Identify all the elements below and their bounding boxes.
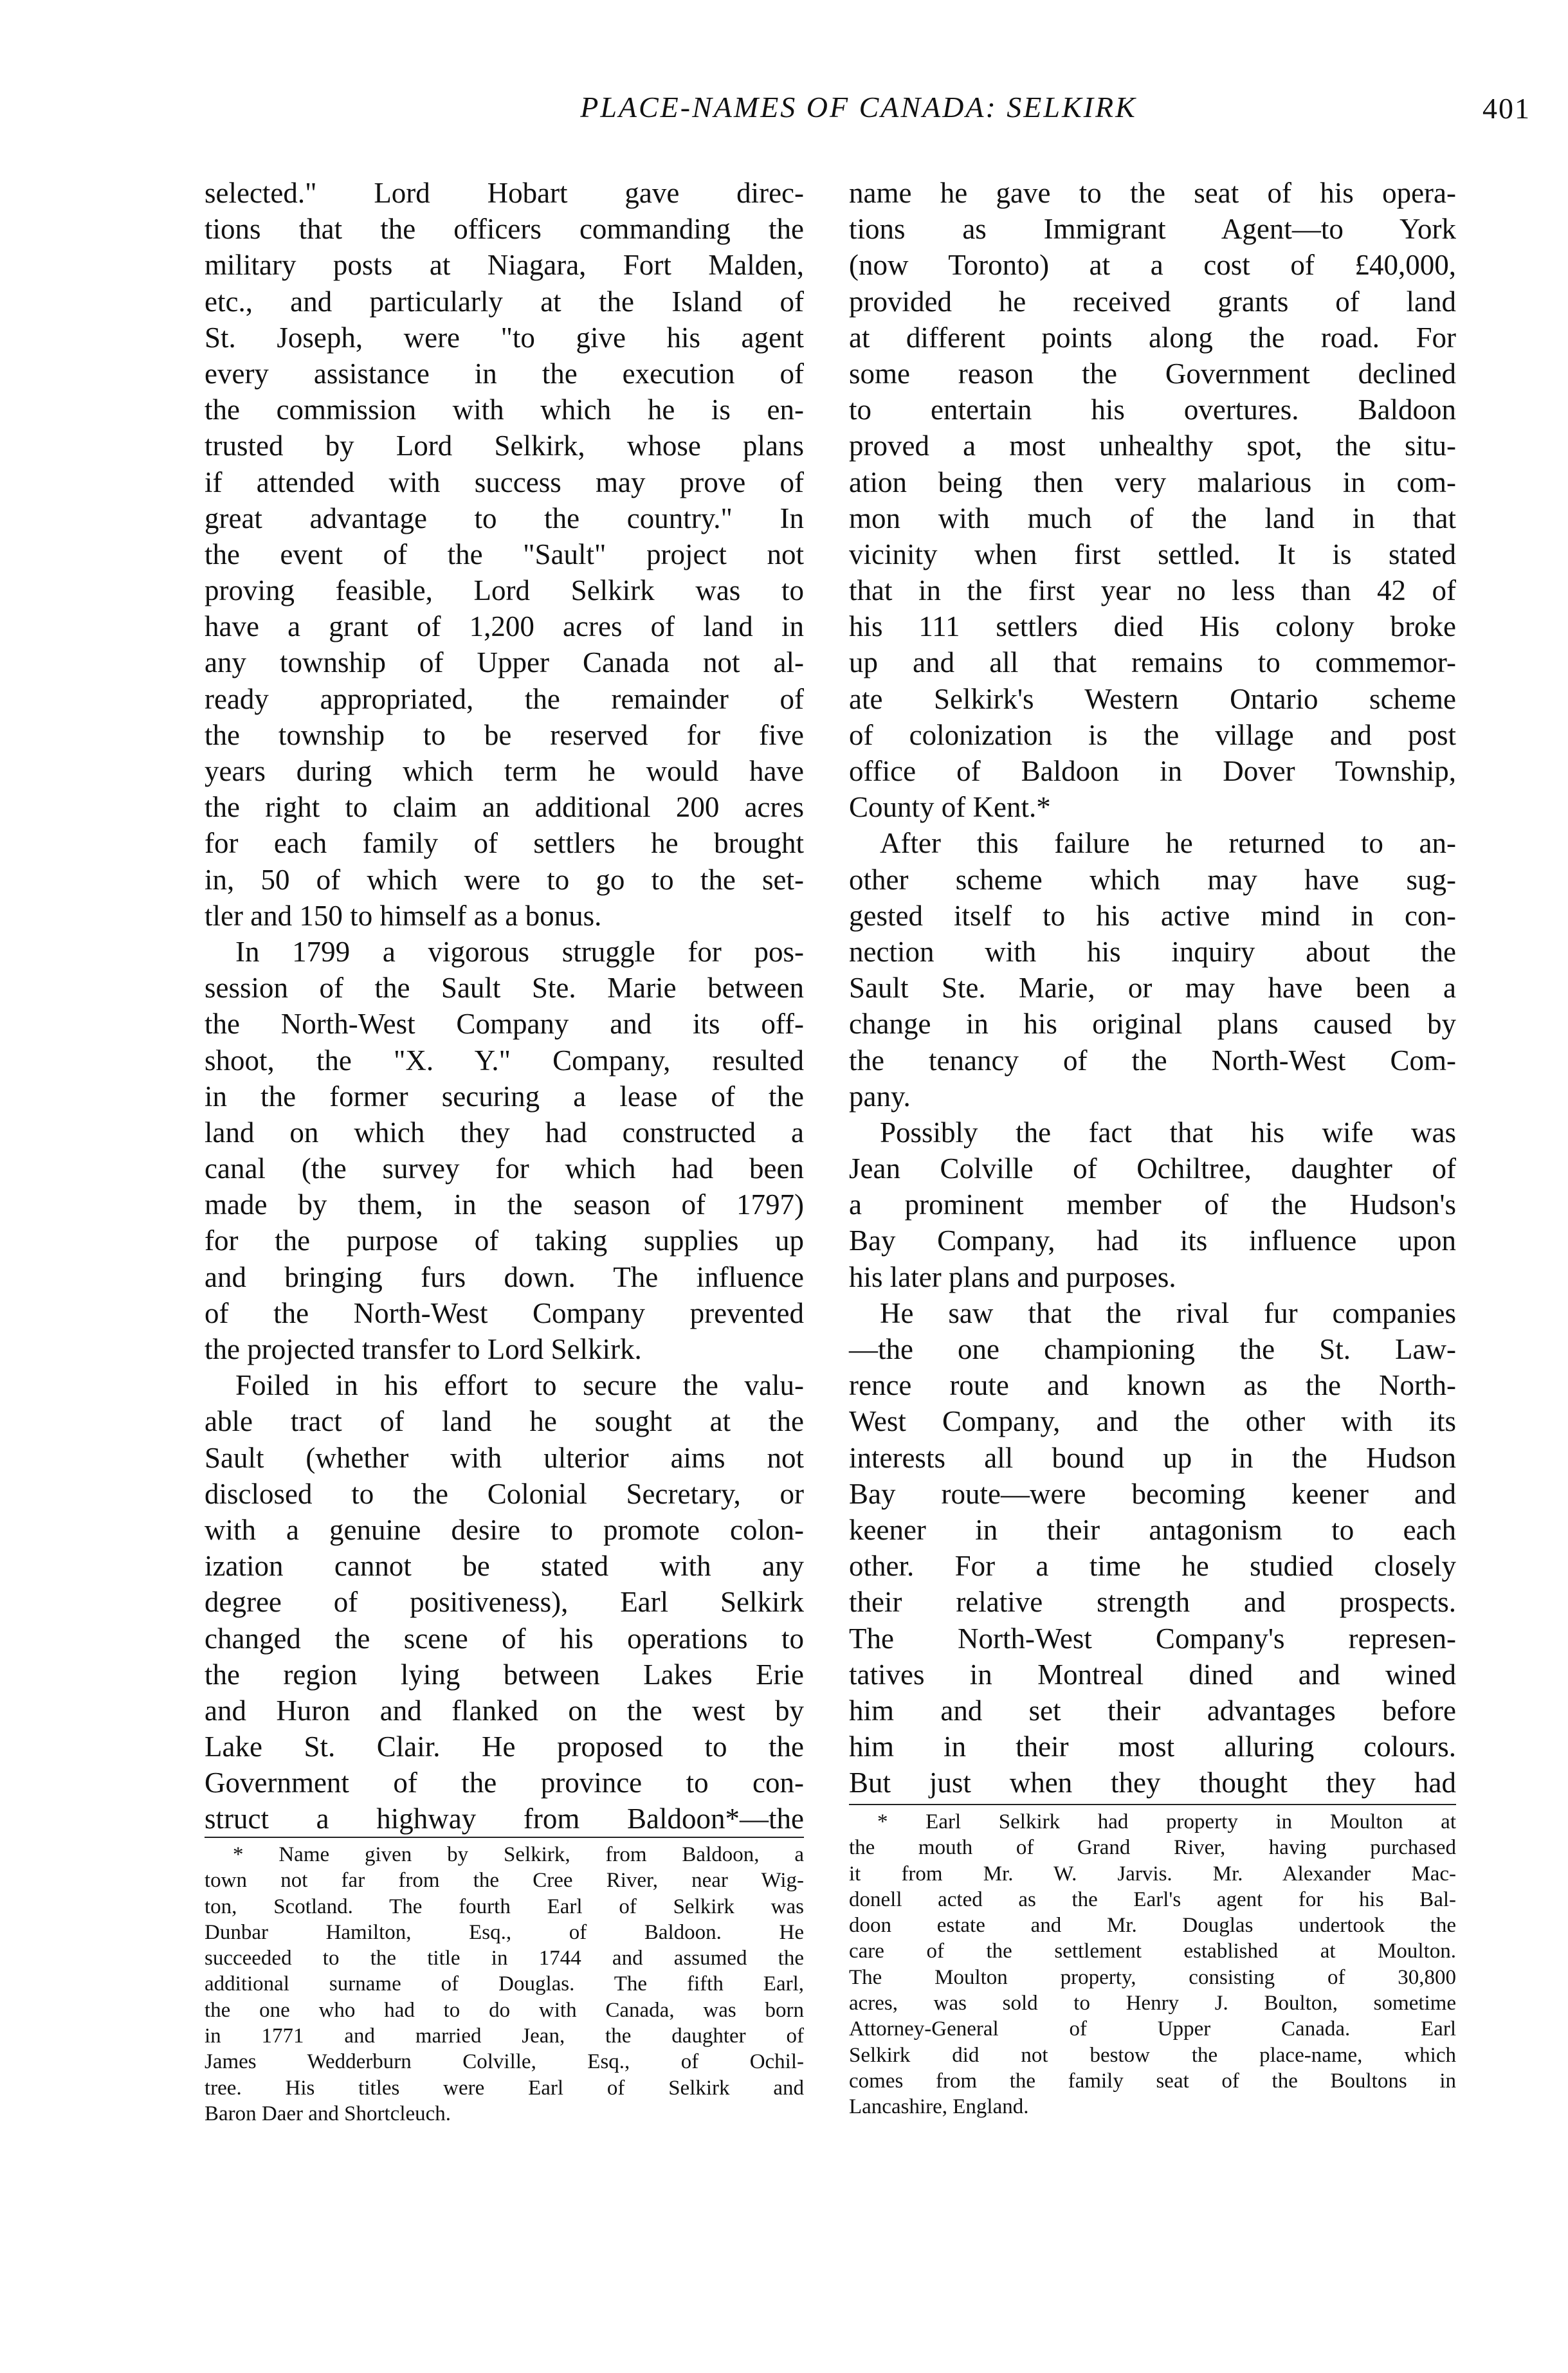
text-line: Jean Colville of Ochiltree, daughter of: [849, 1152, 1456, 1185]
text-line: etc., and particularly at the Island of: [205, 285, 804, 318]
text-line: shoot, the "X. Y." Company, resulted: [205, 1044, 804, 1077]
footnote-line: the mouth of Grand River, having purchased: [849, 1836, 1456, 1860]
text-line: provided he received grants of land: [849, 285, 1456, 318]
text-line: proved a most unhealthy spot, the situ-: [849, 430, 1456, 462]
text-line: ready appropriated, the remainder of: [205, 682, 804, 715]
text-line: He saw that the rival fur companies: [880, 1296, 1456, 1329]
text-line: struct a highway from Baldoon*—the: [205, 1803, 804, 1835]
text-line: tions that the officers commanding the: [205, 213, 804, 246]
text-line: able tract of land he sought at the: [205, 1405, 804, 1438]
text-line: if attended with success may prove of: [205, 466, 804, 498]
text-line: tions as Immigrant Agent—to York: [849, 213, 1456, 246]
text-line: some reason the Government declined: [849, 357, 1456, 390]
text-line: trusted by Lord Selkirk, whose plans: [205, 430, 804, 462]
text-line: for the purpose of taking supplies up: [205, 1224, 804, 1257]
footnote-divider: [205, 1837, 804, 1838]
footnote-line: additional surname of Douglas. The fifth Earl,: [205, 1972, 804, 1996]
text-line: change in his original plans caused by: [849, 1008, 1456, 1041]
text-line: tler and 150 to himself as a bonus.: [205, 899, 602, 932]
text-line: great advantage to the country." In: [205, 502, 804, 534]
text-line: Foiled in his effort to secure the valu-: [235, 1369, 804, 1402]
text-line: military posts at Niagara, Fort Malden,: [205, 249, 804, 282]
paragraph: [205, 175, 804, 934]
text-line: and bringing furs down. The influence: [205, 1260, 804, 1293]
footnote-line: * Name given by Selkirk, from Baldoon, a: [233, 1843, 804, 1866]
footnote-line: donell acted as the Earl's agent for his Bal-: [849, 1887, 1456, 1911]
footnote-line: doon estate and Mr. Douglas undertook the: [849, 1914, 1456, 1938]
text-line: the right to claim an additional 200 acres: [205, 791, 804, 824]
text-line: every assistance in the execution of: [205, 357, 804, 390]
text-line: to entertain his overtures. Baldoon: [849, 394, 1456, 426]
text-line: years during which term he would have: [205, 755, 804, 787]
text-line: interests all bound up in the Hudson: [849, 1441, 1456, 1474]
text-line: nection with his inquiry about the: [849, 935, 1456, 968]
footnote-line: acres, was sold to Henry J. Boulton, sometime: [849, 1992, 1456, 2015]
running-head: PLACE-NAMES OF CANADA: SELKIRK: [580, 91, 1137, 123]
paragraph: [849, 1295, 1456, 1801]
right-column: [849, 175, 1456, 1801]
text-line: the township to be reserved for five: [205, 718, 804, 751]
text-line: disclosed to the Colonial Secretary, or: [205, 1477, 804, 1510]
text-line: other scheme which may have sug-: [849, 863, 1456, 896]
text-line: the region lying between Lakes Erie: [205, 1658, 804, 1691]
text-line: land on which they had constructed a: [205, 1116, 804, 1149]
text-line: their relative strength and prospects.: [849, 1586, 1456, 1619]
text-line: changed the scene of his operations to: [205, 1622, 804, 1655]
paragraph: [849, 175, 1456, 825]
footnote-line: Selkirk did not bestow the place-name, which: [849, 2043, 1456, 2067]
text-line: Lake St. Clair. He proposed to the: [205, 1731, 804, 1763]
text-line: session of the Sault Ste. Marie between: [205, 972, 804, 1005]
text-line: degree of positiveness), Earl Selkirk: [205, 1586, 804, 1619]
text-line: a prominent member of the Hudson's: [849, 1188, 1456, 1221]
text-line: ation being then very malarious in com-: [849, 466, 1456, 498]
text-line: selected." Lord Hobart gave direc-: [205, 177, 804, 209]
text-line: tatives in Montreal dined and wined: [849, 1658, 1456, 1691]
text-line: Bay route—were becoming keener and: [849, 1477, 1456, 1510]
text-line: Sault (whether with ulterior aims not: [205, 1441, 804, 1474]
footnote-line: The Moulton property, consisting of 30,800: [849, 1965, 1456, 1989]
paragraph: [205, 934, 804, 1367]
text-line: mon with much of the land in that: [849, 502, 1456, 534]
text-line: Government of the province to con-: [205, 1767, 804, 1799]
text-line: in, 50 of which were to go to the set-: [205, 863, 804, 896]
text-line: name he gave to the seat of his opera-: [849, 177, 1456, 209]
text-line: the event of the "Sault" project not: [205, 538, 804, 570]
text-line: any township of Upper Canada not al-: [205, 646, 804, 679]
text-line: Possibly the fact that his wife was: [880, 1116, 1456, 1149]
paragraph: [849, 825, 1456, 1114]
text-line: at different points along the road. For: [849, 321, 1456, 354]
footnote-line: comes from the family seat of the Boultons in: [849, 2069, 1456, 2093]
text-line: the commission with which he is en-: [205, 394, 804, 426]
text-line: In 1799 a vigorous struggle for pos-: [235, 935, 804, 968]
text-line: After this failure he returned to an-: [880, 827, 1456, 860]
text-line: St. Joseph, were "to give his agent: [205, 321, 804, 354]
text-line: of the North-West Company prevented: [205, 1296, 804, 1329]
text-line: gested itself to his active mind in con-: [849, 899, 1456, 932]
text-line: up and all that remains to commemor-: [849, 646, 1456, 679]
text-line: rence route and known as the North-: [849, 1369, 1456, 1402]
text-line: of colonization is the village and post: [849, 718, 1456, 751]
footnote-right: [849, 1809, 1456, 2120]
text-line: canal (the survey for which had been: [205, 1152, 804, 1185]
footnote-line: the one who had to do with Canada, was born: [205, 1998, 804, 2022]
footnote-line: town not far from the Cree River, near Wig-: [205, 1869, 804, 1893]
text-line: keener in their antagonism to each: [849, 1513, 1456, 1546]
text-line: the projected transfer to Lord Selkirk.: [205, 1333, 642, 1365]
text-line: the tenancy of the North-West Com-: [849, 1044, 1456, 1077]
text-line: other. For a time he studied closely: [849, 1550, 1456, 1583]
text-line: with a genuine desire to promote colon-: [205, 1513, 804, 1546]
text-line: West Company, and the other with its: [849, 1405, 1456, 1438]
text-line: and Huron and flanked on the west by: [205, 1694, 804, 1727]
text-line: County of Kent.*: [849, 791, 1051, 824]
text-line: in the former securing a lease of the: [205, 1080, 804, 1113]
footnote-line: Attorney-General of Upper Canada. Earl: [849, 2017, 1456, 2041]
footnote-line: James Wedderburn Colville, Esq., of Ochil-: [205, 2050, 804, 2074]
text-line: (now Toronto) at a cost of £40,000,: [849, 249, 1456, 282]
text-line: him in their most alluring colours.: [849, 1731, 1456, 1763]
text-line: Sault Ste. Marie, or may have been a: [849, 972, 1456, 1005]
footnote-line: it from Mr. W. Jarvis. Mr. Alexander Mac-: [849, 1862, 1456, 1886]
paragraph: [849, 1114, 1456, 1295]
text-line: pany.: [849, 1080, 911, 1113]
text-line: But just when they thought they had: [849, 1767, 1456, 1799]
text-line: his later plans and purposes.: [849, 1260, 1176, 1293]
text-line: the North-West Company and its off-: [205, 1008, 804, 1041]
text-line: ization cannot be stated with any: [205, 1550, 804, 1583]
footnote-line: in 1771 and married Jean, the daughter of: [205, 2024, 804, 2048]
text-line: him and set their advantages before: [849, 1694, 1456, 1727]
text-line: Bay Company, had its influence upon: [849, 1224, 1456, 1257]
text-line: —the one championing the St. Law-: [849, 1333, 1456, 1365]
text-line: that in the first year no less than 42 of: [849, 574, 1456, 607]
text-line: office of Baldoon in Dover Township,: [849, 755, 1456, 787]
text-line: made by them, in the season of 1797): [205, 1188, 804, 1221]
footnote-line: care of the settlement established at Moulton.: [849, 1940, 1456, 1963]
text-line: for each family of settlers he brought: [205, 827, 804, 860]
text-line: have a grant of 1,200 acres of land in: [205, 610, 804, 643]
text-line: ate Selkirk's Western Ontario scheme: [849, 682, 1456, 715]
text-line: his 111 settlers died His colony broke: [849, 610, 1456, 643]
page-number: 401: [1482, 92, 1531, 125]
footnote-left: [205, 1842, 804, 2127]
footnote-line: Lancashire, England.: [849, 2095, 1029, 2119]
footnote-line: ton, Scotland. The fourth Earl of Selkirk was: [205, 1895, 804, 1918]
left-column: [205, 175, 804, 1837]
footnote-line: Dunbar Hamilton, Esq., of Baldoon. He: [205, 1920, 804, 1944]
footnote-line: tree. His titles were Earl of Selkirk and: [205, 2076, 804, 2100]
footnote-line: * Earl Selkirk had property in Moulton at: [877, 1810, 1456, 1833]
text-line: proving feasible, Lord Selkirk was to: [205, 574, 804, 607]
text-line: vicinity when first settled. It is stated: [849, 538, 1456, 570]
footnote-divider: [849, 1804, 1456, 1805]
footnote-line: succeeded to the title in 1744 and assumed the: [205, 1947, 804, 1970]
text-line: The North-West Company's represen-: [849, 1622, 1456, 1655]
footnote-line: Baron Daer and Shortcleuch.: [205, 2102, 451, 2125]
paragraph: [205, 1367, 804, 1837]
